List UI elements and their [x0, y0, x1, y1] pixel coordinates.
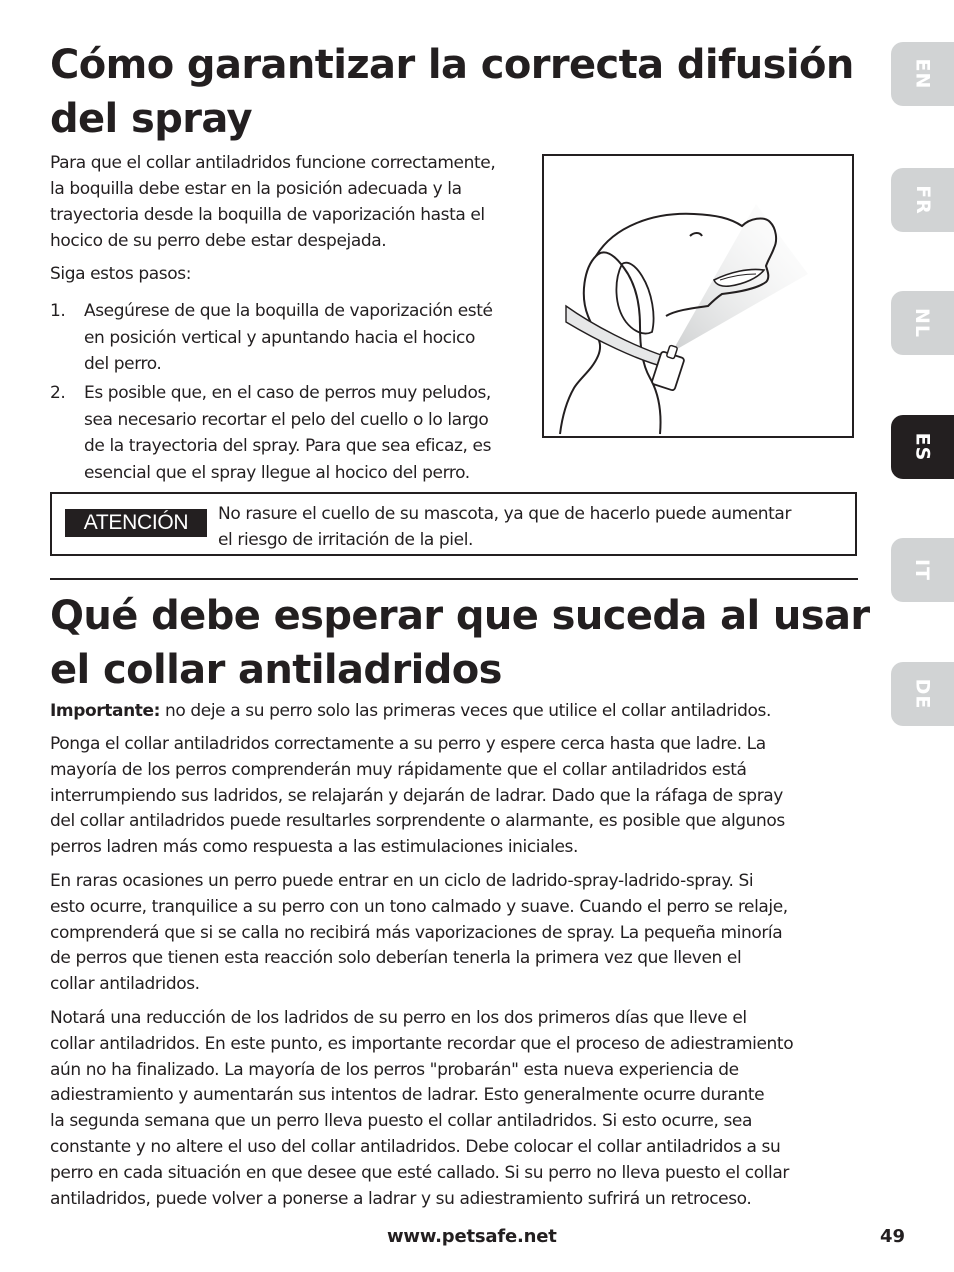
text-line: Para que el collar antiladridos funcione correctamente,	[50, 153, 496, 173]
steps-intro: Siga estos pasos:	[50, 264, 192, 284]
tab-label: IT	[911, 558, 934, 582]
dog-spray-drawing	[544, 156, 852, 436]
important-note	[50, 698, 771, 724]
text-line: collar antiladridos. En este punto, es importante recordar que el proceso de adiestramiento	[50, 1033, 794, 1054]
section-title-spray	[50, 38, 854, 146]
text-line: esencial que el spray llegue al hocico del perro.	[84, 462, 470, 483]
body-paragraph	[50, 869, 788, 998]
page-number: 49	[880, 1226, 906, 1247]
text-line: perros ladren más como respuesta a las estimulaciones iniciales.	[50, 837, 578, 858]
title-line: del spray	[50, 96, 253, 142]
dog-eye	[690, 233, 702, 236]
title-line: Qué debe esperar que suceda al usar	[50, 593, 870, 639]
tab-label: ES	[911, 432, 934, 462]
text-line: Es posible que, en el caso de perros muy peludos,	[84, 383, 491, 403]
text-line: el riesgo de irritación de la piel.	[218, 530, 474, 550]
section-divider	[50, 578, 858, 580]
text-line: comprenderá que si se calla no recibirá más vaporizaciones de spray. La pequeña minoría	[50, 922, 783, 943]
text-line: collar antiladridos.	[50, 974, 200, 995]
text-line: de la trayectoria del spray. Para que sea eficaz, es	[84, 436, 492, 456]
dog-ear	[616, 263, 653, 334]
language-tab-it[interactable]	[891, 538, 954, 602]
title-line: el collar antiladridos	[50, 647, 502, 693]
warning-box	[50, 492, 857, 556]
language-tab-es[interactable]	[891, 415, 954, 479]
text-line: adiestramiento y aumentarán sus intentos de ladrar. Esto generalmente ocurre durante	[50, 1085, 765, 1106]
language-tab-fr[interactable]	[891, 168, 954, 232]
step-number: 1.	[50, 301, 66, 321]
step-number: 2.	[50, 383, 66, 403]
warning-text	[218, 501, 848, 553]
text-line: antiladridos, puede volver a ponerse a ladrar y su adiestramiento sufrirá un retroceso.	[50, 1188, 752, 1209]
tab-label: FR	[911, 185, 934, 215]
tab-label: EN	[911, 58, 934, 90]
footer-url: www.petsafe.net	[387, 1226, 557, 1247]
body-paragraph	[50, 732, 785, 861]
text-line: en posición vertical y apuntando hacia el hocico	[84, 327, 475, 348]
body-paragraph	[50, 1006, 793, 1212]
section-title-expectations	[50, 589, 870, 697]
text-line: Notará una reducción de los ladridos de su perro en los dos primeros días que lleve el	[50, 1008, 747, 1028]
text-line: la boquilla debe estar en la posición adecuada y la	[50, 179, 462, 199]
text-line: Ponga el collar antiladridos correctamente a su perro y espere cerca hasta que ladre. La	[50, 734, 766, 754]
tab-label: DE	[911, 678, 934, 710]
title-line: Cómo garantizar la correcta difusión	[50, 42, 854, 88]
warning-label: ATENCIÓN	[65, 509, 207, 537]
tab-label: NL	[911, 307, 934, 339]
intro-paragraph	[50, 150, 495, 254]
text-line: del collar antiladridos puede resultarles sorprendente o alarmante, es posible que algunos	[50, 811, 785, 832]
text-line: mayoría de los perros comprenderán muy rápidamente que el collar antiladridos está	[50, 759, 747, 780]
text-line: interrumpiendo sus ladridos, se relajarán y dejarán de ladrar. Dado que la ráfaga de spray	[50, 785, 783, 806]
text-line: aún no ha finalizado. La mayoría de los perros "probarán" esta nueva experiencia de	[50, 1059, 739, 1080]
text-line: perro en cada situación en que desee que esté callado. Si su perro no lleva puesto el collar	[50, 1162, 789, 1183]
language-tab-nl[interactable]	[891, 291, 954, 355]
language-tab-de[interactable]	[891, 662, 954, 726]
text-line: Asegúrese de que la boquilla de vaporización esté	[84, 301, 493, 321]
text-line: de perros que tienen esta reacción solo deberían tenerla la primera vez que lleven el	[50, 948, 742, 969]
dog-collar-illustration	[542, 154, 854, 438]
text-line: En raras ocasiones un perro puede entrar en un ciclo de ladrido-spray-ladrido-spray. Si	[50, 871, 754, 891]
text-line: del perro.	[84, 354, 162, 374]
language-tab-en[interactable]	[891, 42, 954, 106]
important-label: Importante:	[50, 701, 161, 721]
text-line: esto ocurre, tranquilice a su perro con un tono calmado y suave. Cuando el perro se relaje,	[50, 896, 788, 917]
text-line: la segunda semana que un perro lleva puesto el collar antiladridos. Si esto ocurre, sea	[50, 1111, 752, 1132]
text-line: trayectoria desde la boquilla de vaporización hasta el	[50, 205, 485, 225]
text-line: constante y no altere el uso del collar antiladridos. Debe colocar el collar antiladridos a su	[50, 1136, 781, 1157]
text-line: sea necesario recortar el pelo del cuello o lo largo	[84, 409, 489, 430]
text-line: hocico de su perro debe estar despejada.	[50, 231, 387, 251]
important-text: no deje a su perro solo las primeras veces que utilice el collar antiladridos.	[160, 701, 771, 721]
text-line: No rasure el cuello de su mascota, ya que de hacerlo puede aumentar	[218, 504, 792, 524]
